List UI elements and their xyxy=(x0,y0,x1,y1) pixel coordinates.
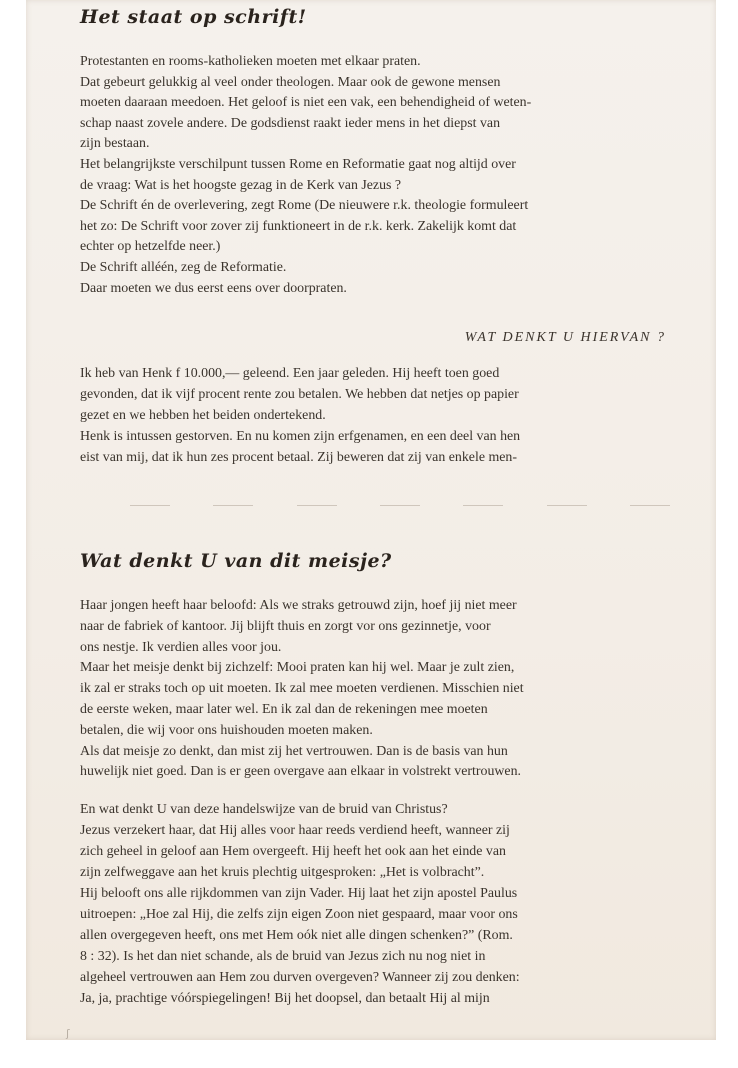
text-line: zich geheel in geloof aan Hem overgeeft. Hij heeft het ook aan het einde van xyxy=(80,844,506,859)
page xyxy=(26,0,716,1040)
separator-dash xyxy=(630,505,670,506)
text-line: De Schrift én de overlevering, zegt Rome (De nieuwere r.k. theologie formuleert xyxy=(80,198,529,214)
text-line: En wat denkt U van deze handelswijze van de bruid van Christus? xyxy=(80,802,448,817)
text-line: uitroepen: „Hoe zal Hij, die zelfs zijn eigen Zoon niet gespaard, maar voor ons xyxy=(80,907,518,922)
section1-heading: Het staat op schrift! xyxy=(80,6,307,28)
text-line: gezet en we hebben het beiden ondertekend. xyxy=(80,408,326,423)
text-line: de eerste weken, maar later wel. En ik zal dan de rekeningen mee moeten xyxy=(80,701,488,717)
separator-dashes xyxy=(130,505,670,507)
text-line: Dat gebeurt gelukkig al veel onder theologen. Maar ook de gewone mensen xyxy=(80,74,501,90)
text-line: Jezus verzekert haar, dat Hij alles voor haar reeds verdiend heeft, wanneer zij xyxy=(80,823,510,838)
section3-paragraph-1 xyxy=(80,596,688,783)
text-line: de vraag: Wat is het hoogste gezag in de Kerk van Jezus ? xyxy=(80,177,402,193)
section2-subheading: WAT DENKT U HIERVAN ? xyxy=(464,330,666,345)
text-line: Henk is intussen gestorven. En nu komen zijn erfgenamen, en een deel van hen xyxy=(80,429,521,444)
text-line: Maar het meisje denkt bij zichzelf: Mooi praten kan hij wel. Maar je zult zien, xyxy=(80,660,515,676)
section3-paragraph-2 xyxy=(80,799,688,1009)
separator-dash xyxy=(297,505,337,506)
text-line: Als dat meisje zo denkt, dan mist zij het vertrouwen. Dan is de basis van hun xyxy=(80,743,508,759)
text-line: Daar moeten we dus eerst eens over doorpraten. xyxy=(80,280,347,296)
corner-mark: ʃ xyxy=(66,1027,70,1040)
text-line: algeheel vertrouwen aan Hem zou durven overgeven? Wanneer zij zou denken: xyxy=(80,970,520,985)
text-line: allen overgegeven heeft, ons met Hem oók niet alle dingen schenken?” (Rom. xyxy=(80,928,513,943)
text-line: ons nestje. Ik verdien alles voor jou. xyxy=(80,639,282,655)
text-line: De Schrift alléén, zeg de Reformatie. xyxy=(80,259,287,275)
separator-dash xyxy=(213,505,253,506)
text-line: naar de fabriek of kantoor. Jij blijft thuis en zorgt vor ons gezinnetje, voor xyxy=(80,618,491,634)
text-line: zijn bestaan. xyxy=(80,136,150,152)
text-line: Ik heb van Henk f 10.000,— geleend. Een jaar geleden. Hij heeft toen goed xyxy=(80,366,500,381)
text-line: schap naast zovele andere. De godsdienst raakt ieder mens in het diepst van xyxy=(80,115,501,131)
text-line: Het belangrijkste verschilpunt tussen Rome en Reformatie gaat nog altijd over xyxy=(80,156,516,172)
text-line: moeten daaraan meedoen. Het geloof is niet een vak, een behendigheid of weten- xyxy=(80,95,532,111)
text-line: echter op hetzelfde neer.) xyxy=(80,239,221,255)
text-line: gevonden, dat ik vijf procent rente zou betalen. We hebben dat netjes op papier xyxy=(80,387,519,402)
section2-paragraph xyxy=(80,363,688,468)
separator-dash xyxy=(380,505,420,506)
text-line: eist van mij, dat ik hun zes procent betaal. Zij beweren dat zij van enkele men- xyxy=(80,450,518,465)
text-line: betalen, die wij voor ons huishouden moeten maken. xyxy=(80,722,373,738)
section3-heading: Wat denkt U van dit meisje? xyxy=(80,550,392,572)
text-line: Ja, ja, prachtige vóórspiegelingen! Bij het doopsel, dan betaalt Hij al mijn xyxy=(80,991,490,1006)
text-line: zijn zelfweggave aan het kruis plechtig uitgesproken: „Het is volbracht”. xyxy=(80,865,485,880)
text-line: Protestanten en rooms-katholieken moeten met elkaar praten. xyxy=(80,54,421,69)
separator-dash xyxy=(463,505,503,506)
text-line: 8 : 32). Is het dan niet schande, als de bruid van Jezus zich nu nog niet in xyxy=(80,949,486,964)
section1-paragraph xyxy=(80,52,688,299)
text-line: huwelijk niet goed. Dan is er geen overgave aan elkaar in volstrekt vertrouwen. xyxy=(80,764,522,780)
text-line: Haar jongen heeft haar beloofd: Als we straks getrouwd zijn, hoef jij niet meer xyxy=(80,598,517,613)
separator-dash xyxy=(130,505,170,506)
text-line: ik zal er straks toch op uit moeten. Ik zal mee moeten verdienen. Misschien niet xyxy=(80,681,524,697)
separator-dash xyxy=(547,505,587,506)
text-line: het zo: De Schrift voor zover zij funktioneert in de r.k. kerk. Zakelijk komt dat xyxy=(80,218,517,234)
text-line: Hij belooft ons alle rijkdommen van zijn Vader. Hij laat het zijn apostel Paulus xyxy=(80,886,518,901)
